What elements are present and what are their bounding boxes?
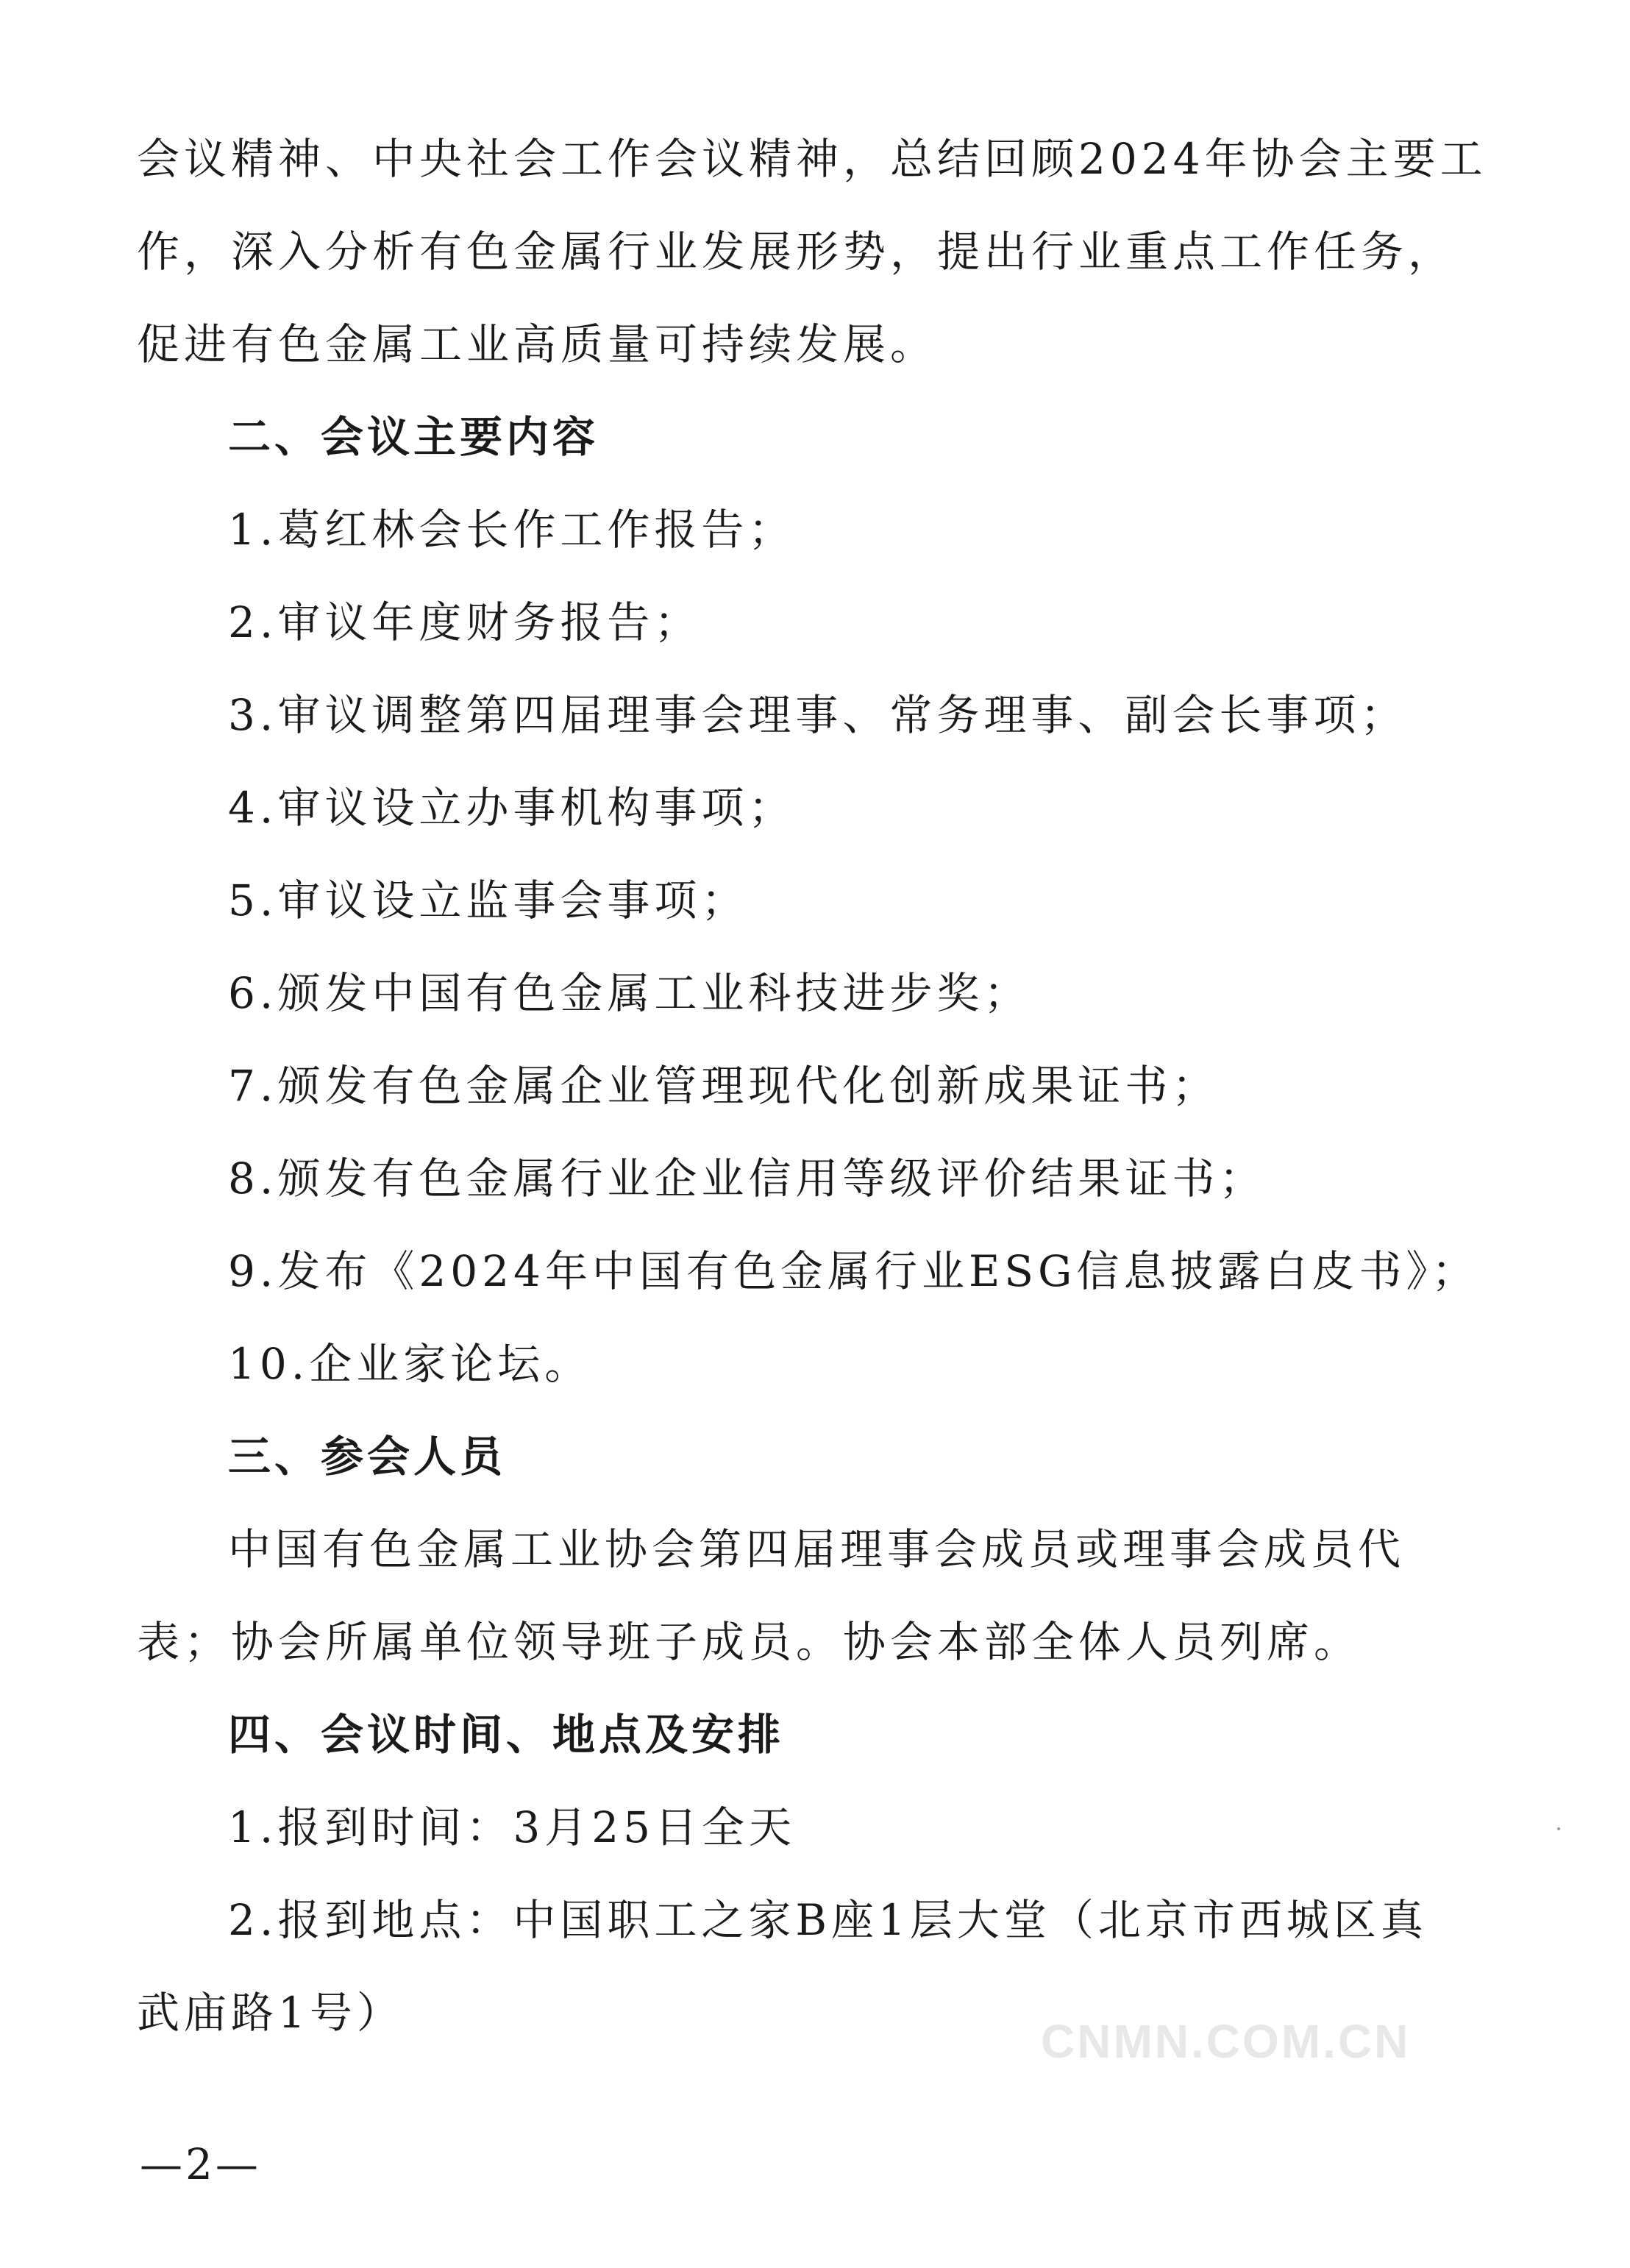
list-item: 10.企业家论坛。 [228,1339,592,1389]
time-place-line-3: 武庙路1号） [137,1988,404,2038]
time-place-line-2: 2.报到地点：中国职工之家B座1层大堂（北京市西城区真 [228,1895,1428,1945]
attendees-line-2: 表；协会所属单位领导班子成员。协会本部全体人员列席。 [137,1617,1362,1667]
scan-speck [1557,1827,1560,1830]
list-item: 3.审议调整第四届理事会理事、常务理事、副会长事项； [228,690,1408,740]
list-item: 6.颁发中国有色金属工业科技进步奖； [228,968,1031,1018]
list-item: 1.葛红林会长作工作报告； [228,505,796,555]
intro-line-1: 会议精神、中央社会工作会议精神，总结回顾2024年协会主要工 [137,134,1487,184]
list-item: 2.审议年度财务报告； [228,597,702,647]
attendees-line-1: 中国有色金属工业协会第四届理事会成员或理事会成员代 [228,1524,1406,1574]
time-place-line-1: 1.报到时间：3月25日全天 [228,1802,797,1852]
intro-line-2: 作，深入分析有色金属行业发展形势，提出行业重点工作任务， [137,227,1456,277]
page-number: —2— [140,2139,261,2189]
list-item: 9.发布《2024年中国有色金属行业ESG信息披露白皮书》； [228,1246,1479,1296]
intro-line-3: 促进有色金属工业高质量可持续发展。 [137,319,938,369]
list-item: 5.审议设立监事会事项； [228,875,749,925]
section-heading-main-content: 二、会议主要内容 [228,412,599,462]
list-item: 4.审议设立办事机构事项； [228,783,796,833]
section-heading-time-place: 四、会议时间、地点及安排 [228,1710,785,1760]
watermark: CNMN.COM.CN [1041,2015,1411,2068]
list-item: 8.颁发有色金属行业企业信用等级评价结果证书； [228,1153,1267,1204]
section-heading-attendees: 三、参会人员 [228,1432,507,1482]
list-item: 7.颁发有色金属企业管理现代化创新成果证书； [228,1061,1220,1111]
